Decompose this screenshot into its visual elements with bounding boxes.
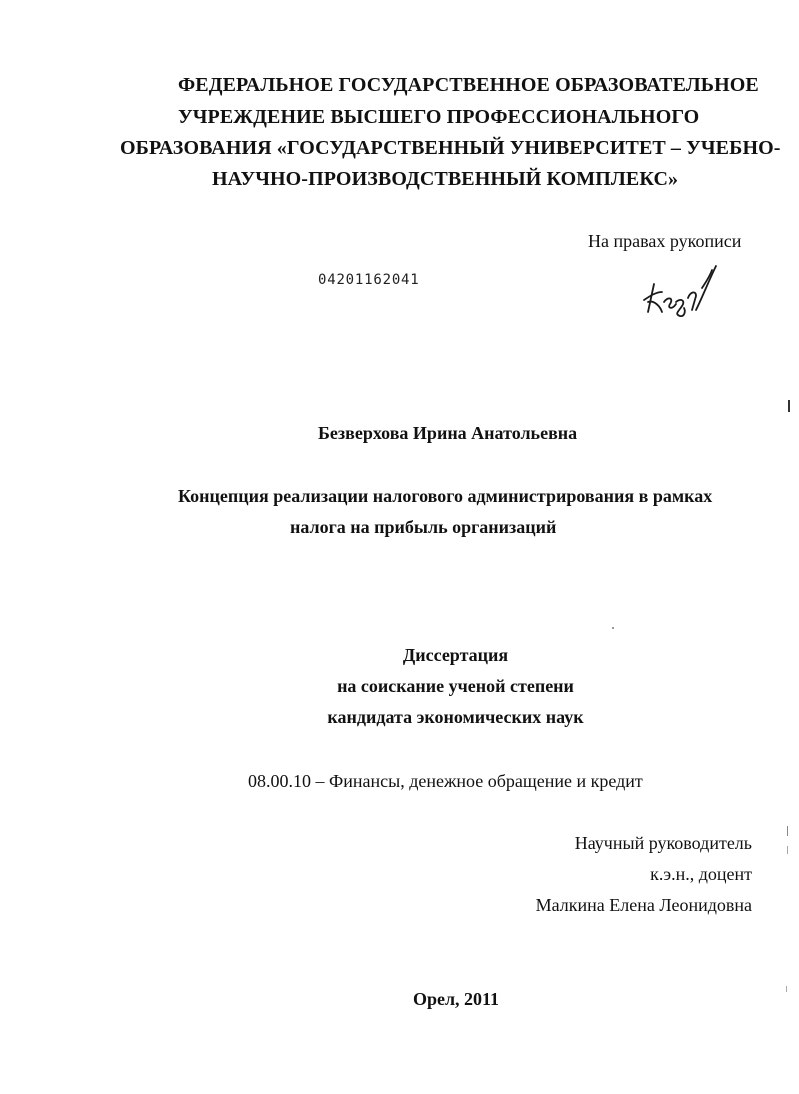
registration-number: 04201162041	[318, 272, 420, 288]
dissertation-title-line-2: налога на прибыль организаций	[290, 517, 557, 537]
scan-mark	[788, 400, 790, 412]
institution-line-4: НАУЧНО-ПРОИЗВОДСТВЕННЫЙ КОМПЛЕКС»	[212, 168, 679, 190]
city-year: Орел, 2011	[412, 989, 500, 1009]
specialty: 08.00.10 – Финансы, денежное обращение и кредит	[248, 771, 643, 791]
degree-line-1: Диссертация	[402, 645, 509, 665]
advisor-credentials: к.э.н., доцент	[650, 864, 752, 884]
institution-line-2: УЧРЕЖДЕНИЕ ВЫСШЕГО ПРОФЕССИОНАЛЬНОГО	[178, 106, 700, 128]
institution-line-1: ФЕДЕРАЛЬНОЕ ГОСУДАРСТВЕННОЕ ОБРАЗОВАТЕЛЬНОЕ	[178, 74, 759, 96]
advisor-name: Малкина Елена Леонидовна	[535, 895, 752, 915]
scan-mark	[787, 846, 788, 854]
scan-mark	[786, 986, 787, 992]
signature-icon	[640, 262, 720, 322]
scan-mark	[612, 627, 614, 629]
advisor-role: Научный руководитель	[574, 833, 752, 853]
degree-line-3: кандидата экономических наук	[327, 707, 584, 727]
dissertation-title-line-1: Концепция реализации налогового администрирования в рамках	[178, 486, 713, 506]
author-name: Безверхова Ирина Анатольевна	[318, 423, 578, 443]
degree-line-2: на соискание ученой степени	[337, 676, 574, 696]
institution-line-3: ОБРАЗОВАНИЯ «ГОСУДАРСТВЕННЫЙ УНИВЕРСИТЕТ – УЧЕБНО-	[120, 137, 781, 159]
manuscript-rights-note: На правах рукописи	[588, 231, 742, 251]
scan-mark	[787, 826, 788, 836]
